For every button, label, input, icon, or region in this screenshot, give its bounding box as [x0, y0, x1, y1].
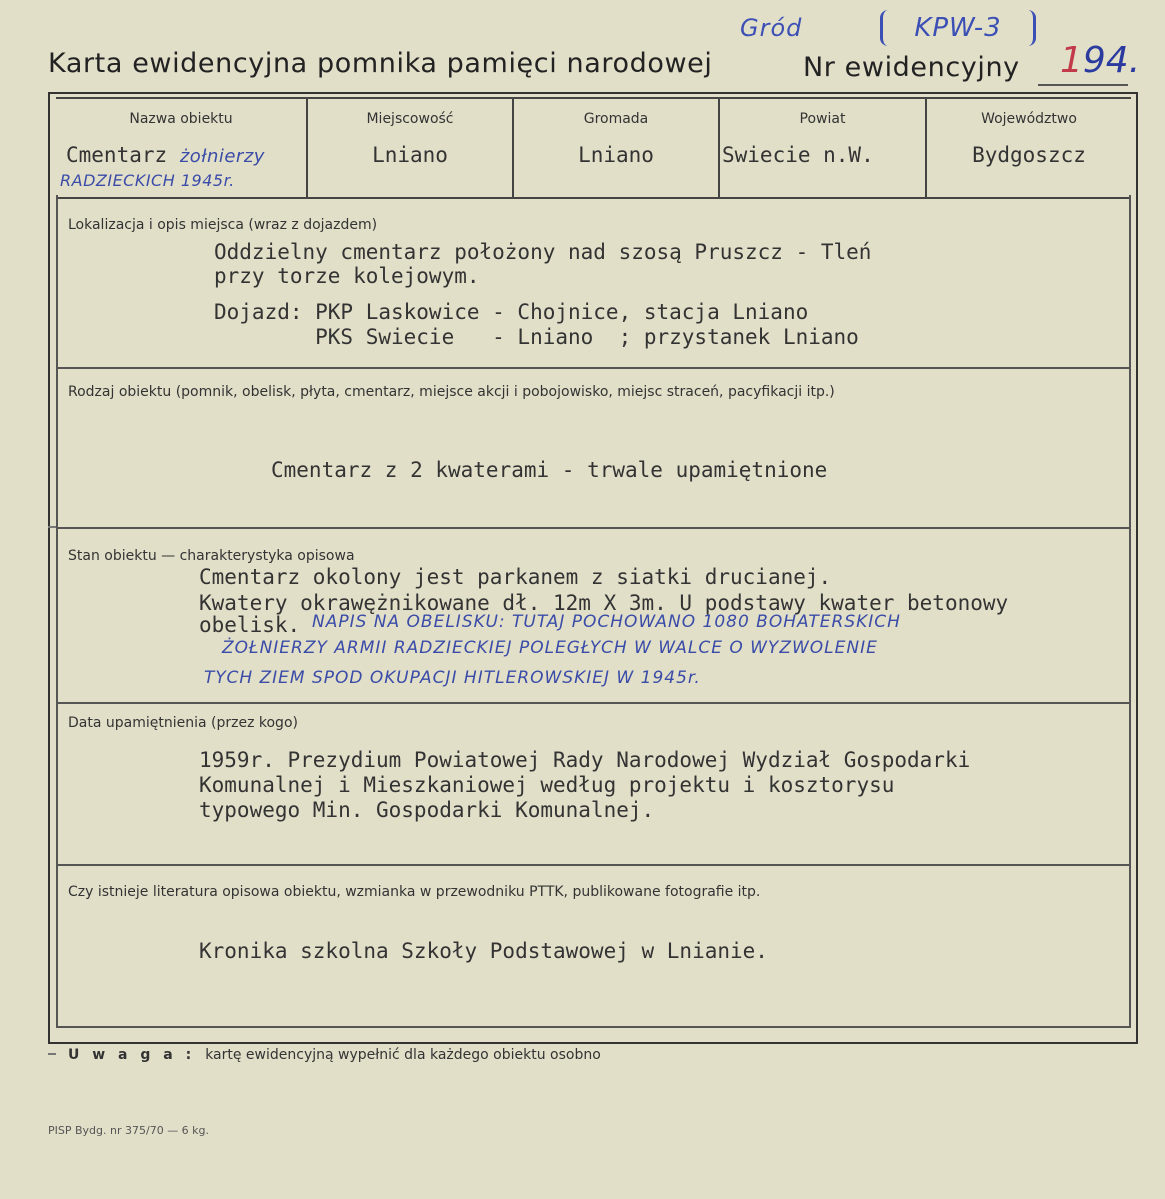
stan-line-3: obelisk. — [199, 613, 301, 637]
column-miejscowosc — [308, 99, 514, 197]
column-powiat — [720, 99, 927, 197]
column-label: Województwo — [981, 111, 1077, 127]
column-label: Miejscowość — [366, 111, 454, 127]
edge-tick — [48, 1053, 56, 1055]
print-footer: PISP Bydg. nr 375/70 — 6 kg. — [48, 1124, 210, 1137]
data-line-1: 1959r. Prezydium Powiatowej Rady Narodowej Wydział Gospodarki — [199, 748, 971, 772]
lokalizacja-line-1: Oddzielny cmentarz położony nad szosą Pruszcz - Tleń — [214, 240, 872, 264]
column-nazwa — [56, 99, 308, 197]
column-label: Gromada — [583, 111, 649, 127]
inner-left-line — [56, 195, 58, 1028]
separator — [56, 367, 1131, 369]
data-upamietnienia-label: Data upamiętnienia (przez kogo) — [68, 715, 298, 731]
stan-handwritten-1: NAPIS NA OBELISKU: TUTAJ POCHOWANO 1080 BOHATERSKICH — [312, 612, 901, 632]
column-label: Nazwa obiektu — [129, 111, 233, 127]
literatura-label: Czy istnieje literatura opisowa obiektu, wzmianka w przewodniku PTTK, publikowane fotografie itp. — [68, 884, 761, 900]
handwritten-code: KPW-3 — [880, 10, 1036, 46]
nr-value — [1060, 40, 1140, 81]
uwaga-label: U w a g a : — [68, 1047, 196, 1063]
separator — [56, 864, 1131, 866]
lokalizacja-label: Lokalizacja i opis miejsca (wraz z dojazdem) — [68, 217, 378, 233]
stan-line-1: Cmentarz okolony jest parkanem z siatki drucianej. — [199, 565, 832, 589]
lokalizacja-line-3: Dojazd: PKP Laskowice - Chojnice, stacja Lniano — [214, 300, 809, 324]
separator — [56, 702, 1131, 704]
data-line-2: Komunalnej i Mieszkaniowej według projektu i kosztorysu — [199, 773, 895, 797]
column-wojewodztwo — [927, 99, 1131, 197]
header-columns — [56, 97, 1131, 199]
column-value: Lniano — [372, 143, 448, 167]
column-value — [66, 143, 265, 167]
uwaga-text: kartę ewidencyjną wypełnić dla każdego obiektu osobno — [205, 1047, 601, 1063]
nr-label: Nr ewidencyjny — [803, 52, 1020, 83]
stan-handwritten-3: TYCH ZIEM SPOD OKUPACJI HITLEROWSKIEJ W 1945r. — [204, 668, 701, 688]
rodzaj-label: Rodzaj obiektu (pomnik, obelisk, płyta, cmentarz, miejsce akcji i pobojowisko, miejsc straceń, pacyfikacji itp.) — [68, 384, 835, 400]
nr-value-red: 1 — [1060, 40, 1083, 81]
inner-right-line — [1129, 195, 1131, 1028]
nr-value-blue: 94. — [1082, 40, 1141, 81]
column-value: Bydgoszcz — [972, 143, 1086, 167]
data-line-3: typowego Min. Gospodarki Komunalnej. — [199, 798, 655, 822]
name-handwritten-1: żołnierzy — [179, 146, 265, 167]
handwritten-grod: Gród — [740, 14, 803, 42]
literatura-value: Kronika szkolna Szkoły Podstawowej w Lnianie. — [199, 939, 768, 963]
uwaga-note — [68, 1047, 601, 1063]
nr-underline — [1038, 84, 1128, 86]
name-handwritten-2: RADZIECKICH 1945r. — [60, 171, 235, 190]
column-value: Swiecie n.W. — [722, 143, 874, 167]
name-typed: Cmentarz — [66, 143, 168, 167]
separator — [56, 1026, 1131, 1028]
stan-line-2: Kwatery okrawężnikowane dł. 12m X 3m. U podstawy kwater betonowy — [199, 591, 1009, 615]
card-title: Karta ewidencyjna pomnika pamięci narodowej — [48, 48, 713, 79]
column-label: Powiat — [799, 111, 846, 127]
lokalizacja-line-4: PKS Swiecie - Lniano ; przystanek Lniano — [214, 325, 859, 349]
lokalizacja-line-2: przy torze kolejowym. — [214, 264, 480, 288]
column-value: Lniano — [578, 143, 654, 167]
rodzaj-value: Cmentarz z 2 kwaterami - trwale upamiętnione — [271, 458, 828, 482]
edge-tick — [48, 526, 56, 528]
stan-label: Stan obiektu — charakterystyka opisowa — [68, 548, 355, 564]
separator — [56, 527, 1131, 529]
column-gromada — [514, 99, 720, 197]
stan-handwritten-2: ŻOŁNIERZY ARMII RADZIECKIEJ POLEGŁYCH W WALCE O WYZWOLENIE — [222, 638, 878, 658]
